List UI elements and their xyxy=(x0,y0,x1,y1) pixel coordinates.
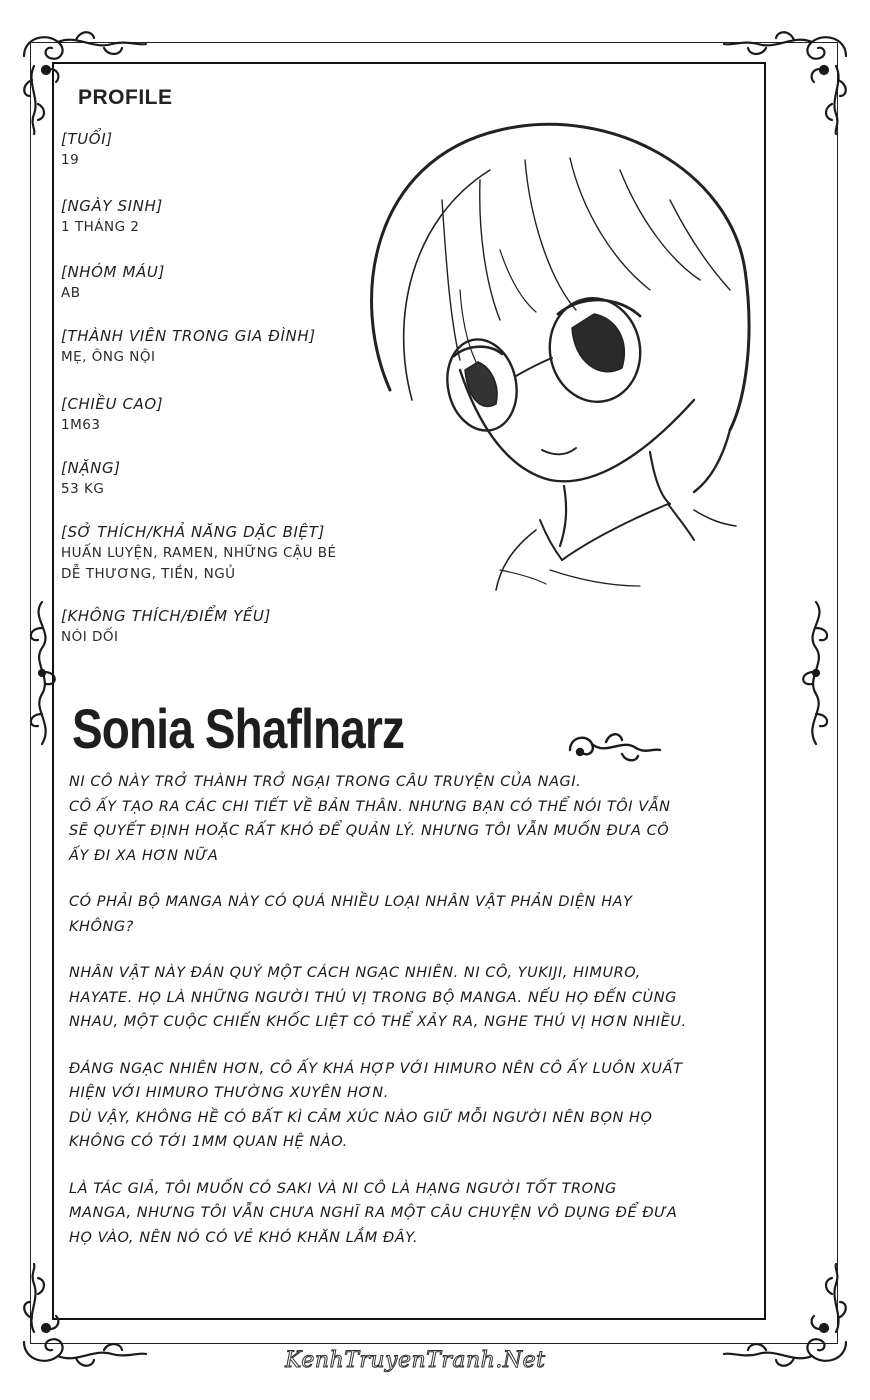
bio-line: KHÔNG CÓ TỚI 1MM QUAN HỆ NÀO. xyxy=(69,1134,348,1150)
bio-line: SẼ QUYẾT ĐỊNH HOẶC RẤT KHÓ ĐỂ QUẢN LÝ. NHƯNG TÔI VẪN MUỐN ĐƯA CÔ xyxy=(69,823,670,839)
field-value: MẸ, ÔNG NỘI xyxy=(61,349,156,365)
field-label: [SỞ THÍCH/KHẢ NĂNG DẶC BIỆT] xyxy=(61,523,325,541)
side-ornament-left-icon xyxy=(24,598,60,748)
field-hobbies xyxy=(61,521,391,605)
bio-paragraph xyxy=(69,1177,769,1251)
bio-line: NHAU, MỘT CUỘC CHIẾN KHỐC LIỆT CÓ THỂ XẢY RA, NGHE THÚ VỊ HƠN NHIỀU. xyxy=(69,1014,687,1030)
bio-line: DÙ VẬY, KHÔNG HỀ CÓ BẤT KÌ CẢM XÚC NÀO GIỮ MỖI NGƯỜI NÊN BỌN HỌ xyxy=(69,1109,653,1126)
bio-line: HAYATE. HỌ LÀ NHỮNG NGƯỜI THÚ VỊ TRONG BỘ MANGA. NẾU HỌ ĐẾN CÙNG xyxy=(69,989,677,1006)
bio-line: CÔ ẤY TẠO RA CÁC CHI TIẾT VỀ BẢN THÂN. NHƯNG BẠN CÓ THỂ NÓI TÔI VẪN xyxy=(69,798,671,815)
field-value: NÓI DỐI xyxy=(61,629,119,645)
watermark-text: KenhTruyenTranh.Net xyxy=(285,1348,546,1373)
field-label: [CHIỀU CAO] xyxy=(61,395,164,413)
corner-ornament-top-left-icon xyxy=(16,26,166,136)
field-value: 19 xyxy=(61,152,80,168)
bio-paragraph xyxy=(69,1057,769,1155)
bio-line: KHÔNG? xyxy=(69,918,134,935)
field-birthday xyxy=(61,195,391,261)
corner-ornament-bottom-left-icon xyxy=(16,1262,166,1372)
name-flourish-icon xyxy=(566,728,662,768)
field-label: [NẶNG] xyxy=(61,459,121,477)
bio-line: ẤY ĐI XA HƠN NỮA xyxy=(69,847,219,864)
field-value: 1M63 xyxy=(61,417,101,433)
profile-fields xyxy=(61,128,391,648)
profile-heading: PROFILE xyxy=(78,86,173,109)
field-value: AB xyxy=(61,285,81,301)
field-height xyxy=(61,393,391,457)
field-blood-type xyxy=(61,261,391,325)
field-age xyxy=(61,128,391,195)
bio-paragraph xyxy=(69,770,769,868)
field-label: [NHÓM MÁU] xyxy=(61,263,165,281)
bio-paragraph xyxy=(69,890,769,939)
author-notes xyxy=(69,770,769,1272)
bio-line: HỌ VÀO, NÊN NÓ CÓ VẺ KHÓ KHĂN LẮM ĐÂY. xyxy=(69,1229,418,1246)
bio-line: LÀ TÁC GIẢ, TÔI MUỐN CÓ SAKI VÀ NI CÔ LÀ HẠNG NGƯỜI TỐT TRONG xyxy=(69,1180,617,1197)
field-value: 53 KG xyxy=(61,481,105,497)
field-weight xyxy=(61,457,391,521)
character-name: Sonia Shaflnarz xyxy=(72,697,405,760)
field-label: [THÀNH VIÊN TRONG GIA ĐÌNH] xyxy=(61,327,316,345)
field-family xyxy=(61,325,391,393)
bio-line: HIỆN VỚI HIMURO THƯỜNG XUYÊN HƠN. xyxy=(69,1085,389,1101)
field-value-line: HUẤN LUYỆN, RAMEN, NHỮNG CẬU BÉ xyxy=(61,545,337,561)
side-ornament-right-icon xyxy=(798,598,834,748)
field-label: [TUỔI] xyxy=(61,130,113,148)
field-label: [KHÔNG THÍCH/ĐIỂM YẾU] xyxy=(61,607,271,625)
bio-line: NI CÔ NÀY TRỞ THÀNH TRỞ NGẠI TRONG CÂU TRUYỆN CỦA NAGI. xyxy=(69,774,582,790)
corner-ornament-bottom-right-icon xyxy=(704,1262,854,1372)
bio-line: ĐÁNG NGẠC NHIÊN HƠN, CÔ ẤY KHÁ HỢP VỚI HIMURO NÊN CÔ ẤY LUÔN XUẤT xyxy=(69,1060,683,1077)
field-label: [NGÀY SINH] xyxy=(61,197,163,215)
bio-line: NHÂN VẬT NÀY ĐÁN QUÝ MỘT CÁCH NGẠC NHIÊN. NI CÔ, YUKIJI, HIMURO, xyxy=(69,965,641,981)
field-value-line: DỄ THƯƠNG, TIỀN, NGỦ xyxy=(61,566,236,582)
bio-paragraph xyxy=(69,961,769,1035)
bio-line: CÓ PHẢI BỘ MANGA NÀY CÓ QUÁ NHIỀU LOẠI NHÂN VẬT PHẢN DIỆN HAY xyxy=(69,894,633,910)
field-dislikes xyxy=(61,605,391,648)
character-portrait-sketch xyxy=(350,100,760,600)
field-value: 1 THÁNG 2 xyxy=(61,219,140,235)
bio-line: MANGA, NHƯNG TÔI VẪN CHƯA NGHĨ RA MỘT CÂU CHUYỆN VÔ DỤNG ĐỂ ĐƯA xyxy=(69,1205,678,1221)
